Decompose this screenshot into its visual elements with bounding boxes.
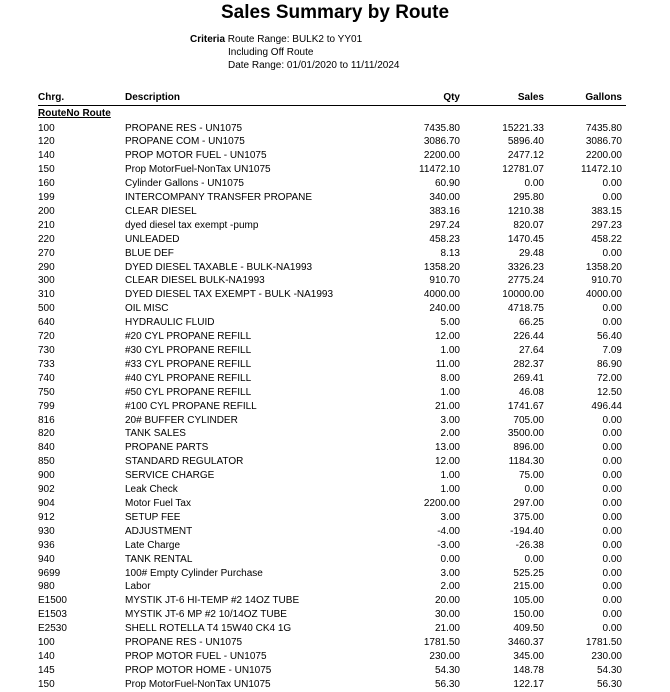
table-row	[38, 400, 626, 414]
cell-gallons: 0.00	[602, 456, 622, 468]
cell-code: 270	[38, 247, 55, 259]
cell-gallons: 0.00	[602, 539, 622, 551]
cell-description: MYSTIK JT-6 MP #2 10/14OZ TUBE	[125, 609, 287, 621]
cell-description: #33 CYL PROPANE REFILL	[125, 358, 252, 370]
cell-description: Leak Check	[125, 484, 178, 496]
cell-gallons: 0.00	[602, 303, 622, 315]
cell-code: 9699	[38, 567, 61, 579]
cell-qty: 230.00	[429, 650, 460, 662]
cell-sales: 10000.00	[502, 289, 544, 301]
cell-qty: 2.00	[440, 581, 460, 593]
cell-gallons: 3086.70	[585, 136, 622, 148]
table-row	[38, 469, 626, 483]
cell-gallons: 0.00	[602, 317, 622, 329]
cell-qty: 8.00	[440, 372, 460, 384]
route-range: Route Range: BULK2 to YY01	[227, 34, 363, 45]
cell-description: #30 CYL PROPANE REFILL	[125, 345, 252, 356]
cell-gallons: 11472.10	[581, 164, 622, 176]
cell-gallons: 56.40	[596, 331, 622, 343]
table-row	[38, 650, 626, 664]
cell-code: 740	[38, 372, 55, 384]
cell-description: PROPANE RES - UN1075	[125, 637, 243, 649]
cell-description: dyed diesel tax exempt -pump	[125, 219, 259, 231]
cell-description: Cylinder Gallons - UN1075	[125, 178, 244, 190]
criteria-label: Criteria	[190, 34, 226, 45]
cell-code: 980	[38, 581, 55, 593]
cell-gallons: 54.30	[596, 664, 622, 676]
cell-description: SETUP FEE	[125, 511, 181, 523]
table-row	[38, 149, 626, 163]
cell-qty: 8.13	[440, 247, 460, 259]
cell-qty: 1.00	[440, 470, 460, 482]
cell-sales: 12781.07	[502, 164, 544, 176]
cell-sales: 0.00	[524, 178, 544, 190]
cell-description: STANDARD REGULATOR	[125, 456, 244, 468]
cell-sales: 705.00	[513, 414, 544, 426]
cell-sales: 27.64	[518, 345, 544, 356]
cell-sales: 269.41	[513, 372, 544, 384]
date-range: Date Range: 01/01/2020 to 11/11/2024	[228, 60, 400, 71]
cell-gallons: 0.00	[602, 595, 622, 607]
table-row	[38, 483, 626, 497]
cell-code: 912	[38, 511, 55, 523]
cell-description: PROPANE COM - UN1075	[125, 136, 245, 148]
cell-description: SHELL ROTELLA T4 15W40 CK4 1G	[125, 623, 292, 635]
cell-qty: 3.00	[440, 414, 460, 426]
cell-sales: 46.08	[518, 386, 544, 398]
table-row	[38, 261, 626, 275]
cell-sales: 1210.38	[507, 205, 544, 217]
cell-code: 930	[38, 525, 55, 537]
criteria-block	[190, 33, 399, 72]
cell-gallons: 56.30	[596, 678, 622, 690]
col-header-description: Description	[125, 92, 181, 103]
cell-code: 720	[38, 331, 55, 343]
table-row	[38, 247, 626, 261]
cell-qty: 30.00	[434, 609, 460, 621]
cell-code: 799	[38, 400, 55, 412]
cell-description: CLEAR DIESEL BULK-NA1993	[125, 275, 265, 287]
table-row	[38, 302, 626, 316]
cell-sales: 1184.30	[508, 456, 544, 468]
cell-qty: 56.30	[434, 678, 460, 690]
cell-gallons: 496.44	[591, 400, 622, 412]
cell-qty: 910.70	[429, 275, 460, 287]
cell-code: 120	[38, 136, 55, 148]
cell-code: 300	[38, 275, 55, 287]
cell-description: HYDRAULIC FLUID	[125, 317, 215, 329]
cell-gallons: 0.00	[602, 581, 622, 593]
table-row	[38, 414, 626, 428]
col-header-gallons: Gallons	[585, 92, 622, 103]
cell-gallons: 0.00	[602, 484, 622, 496]
cell-sales: 215.00	[513, 581, 544, 593]
table-row	[38, 163, 626, 177]
cell-qty: 383.16	[429, 205, 460, 217]
table-row	[38, 594, 626, 608]
cell-sales: 3326.23	[507, 261, 544, 273]
cell-gallons: 12.50	[596, 386, 622, 398]
off-route-note: Including Off Route	[228, 47, 314, 58]
table-row	[38, 219, 626, 233]
cell-sales: 896.00	[513, 442, 544, 454]
col-header-code: Chrg.	[38, 92, 65, 103]
cell-gallons: 7435.80	[585, 122, 622, 134]
cell-sales: 282.37	[513, 358, 544, 370]
cell-description: Labor	[125, 581, 151, 593]
cell-code: 904	[38, 497, 55, 509]
cell-code: E2530	[38, 623, 67, 635]
table-row	[38, 441, 626, 455]
cell-sales: 345.00	[513, 650, 544, 662]
cell-code: 900	[38, 470, 55, 482]
cell-qty: 12.00	[434, 331, 460, 343]
cell-description: #50 CYL PROPANE REFILL	[125, 386, 252, 398]
cell-qty: 0.00	[440, 553, 460, 565]
report-title: Sales Summary by Route	[220, 2, 450, 23]
cell-qty: 1.00	[440, 484, 460, 496]
cell-gallons: 7.09	[602, 345, 622, 356]
cell-gallons: 0.00	[602, 525, 622, 537]
cell-gallons: 0.00	[602, 178, 622, 190]
table-row	[38, 316, 626, 330]
cell-gallons: 458.22	[591, 233, 622, 245]
cell-code: 145	[38, 664, 55, 676]
cell-gallons: 0.00	[602, 470, 622, 482]
cell-qty: 2200.00	[423, 150, 460, 162]
cell-sales: 1741.67	[507, 400, 544, 412]
cell-sales: 5896.40	[507, 136, 544, 148]
cell-code: 750	[38, 386, 55, 398]
cell-qty: 240.00	[429, 303, 460, 315]
cell-code: 100	[38, 637, 55, 649]
cell-qty: 2200.00	[423, 497, 460, 509]
cell-code: 936	[38, 539, 55, 551]
cell-description: 100# Empty Cylinder Purchase	[125, 567, 263, 579]
table-row	[38, 372, 626, 386]
cell-gallons: 0.00	[602, 567, 622, 579]
table-row	[38, 553, 626, 567]
cell-sales: 148.78	[513, 664, 544, 676]
cell-qty: 1.00	[440, 345, 460, 356]
cell-sales: 0.00	[524, 484, 544, 496]
cell-sales: 375.00	[513, 511, 544, 523]
cell-description: PROP MOTOR FUEL - UN1075	[125, 650, 267, 662]
cell-gallons: 86.90	[596, 358, 622, 370]
cell-description: Prop MotorFuel-NonTax UN1075	[125, 678, 271, 690]
cell-sales: 0.00	[524, 553, 544, 565]
cell-gallons: 72.00	[596, 372, 622, 384]
cell-sales: 2477.12	[507, 150, 544, 162]
cell-description: UNLEADED	[125, 233, 180, 245]
cell-code: 850	[38, 456, 55, 468]
table-row	[38, 344, 626, 358]
cell-code: 150	[38, 164, 55, 176]
table-row	[38, 539, 626, 553]
cell-gallons: 0.00	[602, 192, 622, 204]
cell-code: 310	[38, 289, 55, 301]
cell-sales: 3500.00	[507, 428, 544, 440]
cell-qty: 20.00	[434, 595, 460, 607]
cell-sales: 297.00	[513, 497, 544, 509]
cell-qty: 3.00	[440, 511, 460, 523]
cell-code: E1500	[38, 595, 67, 607]
cell-gallons: 0.00	[602, 553, 622, 565]
cell-code: 100	[38, 122, 55, 134]
table-row	[38, 525, 626, 539]
cell-code: 840	[38, 442, 55, 454]
cell-sales: 525.25	[513, 567, 544, 579]
table-row	[38, 233, 626, 247]
cell-description: Late Charge	[125, 539, 181, 551]
cell-description: PROP MOTOR HOME - UN1075	[125, 664, 272, 676]
cell-qty: 11472.10	[419, 164, 460, 176]
report-rows	[38, 122, 626, 692]
cell-description: OIL MISC	[125, 303, 169, 315]
cell-sales: 29.48	[518, 247, 544, 259]
cell-code: 902	[38, 484, 55, 496]
cell-qty: 7435.80	[423, 122, 460, 134]
cell-description: DYED DIESEL TAXABLE - BULK-NA1993	[125, 261, 313, 273]
table-row	[38, 580, 626, 594]
table-row	[38, 386, 626, 400]
cell-gallons: 0.00	[602, 623, 622, 635]
cell-code: 220	[38, 233, 55, 245]
cell-sales: 226.44	[513, 331, 544, 343]
table-row	[38, 497, 626, 511]
cell-gallons: 2200.00	[585, 150, 622, 162]
column-header	[38, 92, 626, 106]
cell-gallons: 910.70	[591, 275, 622, 287]
cell-code: 199	[38, 192, 55, 204]
cell-code: 140	[38, 650, 55, 662]
header-divider	[38, 105, 626, 106]
cell-code: 940	[38, 553, 55, 565]
table-row	[38, 122, 626, 136]
table-row	[38, 330, 626, 344]
cell-code: 640	[38, 317, 55, 329]
cell-gallons: 1358.20	[585, 261, 622, 273]
table-row	[38, 205, 626, 219]
cell-description: MYSTIK JT-6 HI-TEMP #2 14OZ TUBE	[125, 595, 300, 607]
cell-description: #20 CYL PROPANE REFILL	[125, 331, 252, 343]
cell-gallons: 0.00	[602, 442, 622, 454]
cell-code: 730	[38, 345, 55, 356]
cell-description: #100 CYL PROPANE REFILL	[125, 400, 257, 412]
cell-sales: 1470.45	[507, 233, 544, 245]
table-row	[38, 288, 626, 302]
table-row	[38, 135, 626, 149]
cell-qty: 1.00	[440, 386, 460, 398]
cell-gallons: 0.00	[602, 428, 622, 440]
cell-sales: -26.38	[515, 539, 544, 551]
cell-qty: 340.00	[429, 192, 460, 204]
cell-qty: 458.23	[429, 233, 460, 245]
cell-description: CLEAR DIESEL	[125, 205, 197, 217]
cell-sales: 15221.33	[502, 122, 544, 134]
cell-qty: 3086.70	[423, 136, 460, 148]
col-header-qty: Qty	[443, 92, 460, 103]
table-row	[38, 622, 626, 636]
table-row	[38, 664, 626, 678]
cell-sales: 122.17	[513, 678, 544, 690]
cell-gallons: 0.00	[602, 497, 622, 509]
cell-code: 820	[38, 428, 55, 440]
cell-sales: 295.80	[513, 192, 544, 204]
cell-sales: 2775.24	[507, 275, 544, 287]
cell-qty: -3.00	[437, 539, 460, 551]
cell-gallons: 383.15	[591, 205, 622, 217]
cell-qty: 21.00	[434, 623, 460, 635]
cell-code: 160	[38, 178, 55, 190]
table-row	[38, 177, 626, 191]
group-label: RouteNo Route	[38, 108, 111, 119]
cell-gallons: 230.00	[591, 650, 622, 662]
cell-sales: 75.00	[518, 470, 544, 482]
cell-sales: 4718.75	[507, 303, 544, 315]
cell-code: 210	[38, 219, 55, 231]
cell-qty: 11.00	[435, 358, 460, 370]
cell-sales: 3460.37	[507, 637, 544, 649]
cell-qty: 3.00	[440, 567, 460, 579]
cell-qty: 13.00	[434, 442, 460, 454]
cell-description: 20# BUFFER CYLINDER	[125, 414, 238, 426]
cell-description: SERVICE CHARGE	[125, 470, 215, 482]
cell-description: INTERCOMPANY TRANSFER PROPANE	[125, 192, 313, 204]
cell-description: Prop MotorFuel-NonTax UN1075	[125, 164, 271, 176]
cell-qty: 5.00	[440, 317, 460, 329]
cell-code: 140	[38, 150, 55, 162]
cell-sales: 820.07	[513, 219, 544, 231]
table-row	[38, 608, 626, 622]
cell-gallons: 0.00	[602, 247, 622, 259]
cell-code: E1503	[38, 609, 67, 621]
table-row	[38, 358, 626, 372]
cell-code: 200	[38, 205, 55, 217]
cell-qty: 60.90	[434, 178, 460, 190]
cell-code: 150	[38, 678, 55, 690]
cell-description: TANK SALES	[125, 428, 186, 440]
cell-gallons: 4000.00	[585, 289, 622, 301]
cell-description: BLUE DEF	[125, 247, 174, 259]
table-row	[38, 455, 626, 469]
cell-qty: 2.00	[440, 428, 460, 440]
cell-qty: 12.00	[434, 456, 460, 468]
cell-description: #40 CYL PROPANE REFILL	[125, 372, 252, 384]
cell-qty: 21.00	[434, 400, 460, 412]
cell-qty: 4000.00	[423, 289, 460, 301]
table-row	[38, 427, 626, 441]
cell-sales: 409.50	[513, 623, 544, 635]
cell-qty: 1781.50	[423, 637, 460, 649]
cell-gallons: 0.00	[602, 511, 622, 523]
table-row	[38, 636, 626, 650]
cell-qty: -4.00	[437, 525, 460, 537]
col-header-sales: Sales	[517, 92, 544, 103]
cell-code: 733	[38, 358, 55, 370]
table-row	[38, 274, 626, 288]
cell-code: 290	[38, 261, 55, 273]
cell-description: ADJUSTMENT	[125, 525, 193, 537]
cell-gallons: 0.00	[602, 414, 622, 426]
cell-description: PROPANE PARTS	[125, 442, 209, 454]
cell-gallons: 0.00	[602, 609, 622, 621]
cell-code: 816	[38, 414, 55, 426]
cell-code: 500	[38, 303, 55, 315]
cell-description: PROP MOTOR FUEL - UN1075	[125, 150, 267, 162]
table-row	[38, 567, 626, 581]
table-row	[38, 678, 626, 692]
cell-sales: 105.00	[513, 595, 544, 607]
cell-description: PROPANE RES - UN1075	[125, 122, 243, 134]
table-row	[38, 511, 626, 525]
cell-description: DYED DIESEL TAX EXEMPT - BULK -NA1993	[125, 289, 334, 301]
cell-qty: 54.30	[434, 664, 460, 676]
cell-sales: -194.40	[510, 525, 544, 537]
cell-sales: 66.25	[518, 317, 544, 329]
cell-sales: 150.00	[513, 609, 544, 621]
table-row	[38, 191, 626, 205]
cell-qty: 1358.20	[423, 261, 460, 273]
cell-gallons: 1781.50	[585, 637, 622, 649]
cell-qty: 297.24	[429, 219, 460, 231]
cell-description: TANK RENTAL	[125, 553, 193, 565]
cell-gallons: 297.23	[591, 219, 622, 231]
cell-description: Motor Fuel Tax	[125, 497, 191, 509]
